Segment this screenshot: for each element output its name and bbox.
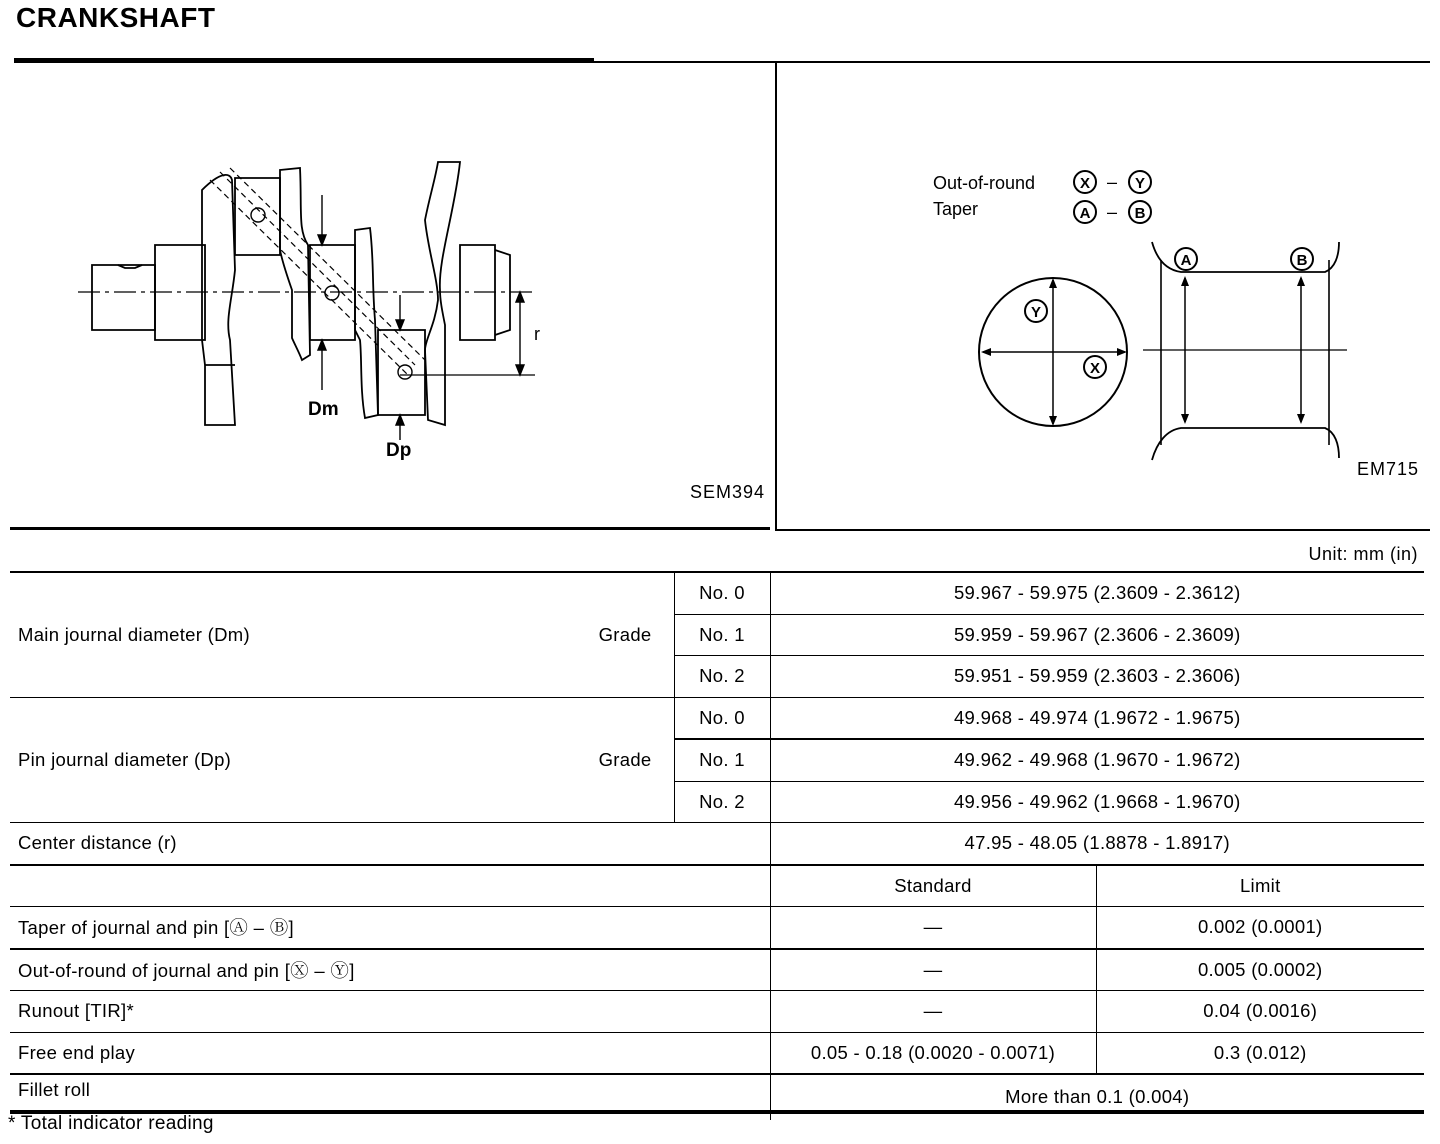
main-no-0: No. 0 — [674, 572, 770, 614]
center-distance-label: Center distance (r) — [10, 823, 770, 865]
taper-limit: 0.002 (0.0001) — [1096, 907, 1424, 949]
crankshaft-figure — [70, 150, 550, 470]
center-distance-value: 47.95 - 48.05 (1.8878 - 1.8917) — [770, 823, 1424, 865]
main-no-1: No. 1 — [674, 614, 770, 656]
table-row — [10, 907, 1424, 949]
figure-bottom-rule-right — [775, 529, 1430, 531]
table-header-row — [10, 865, 1424, 907]
main-value-1: 59.959 - 59.967 (2.3606 - 2.3609) — [770, 614, 1424, 656]
symbol-a: A — [1079, 205, 1091, 222]
pin-no-1: No. 1 — [674, 739, 770, 781]
table-row — [10, 949, 1424, 991]
pin-grade-label: Grade — [578, 697, 674, 823]
runout-label: Runout [TIR]* — [10, 991, 770, 1033]
out-of-round-label: Out-of-round of journal and pin [Ⓧ – Ⓨ] — [10, 949, 770, 991]
dm-label: Dm — [308, 399, 339, 420]
pin-value-1: 49.962 - 49.968 (1.9670 - 1.9672) — [770, 739, 1424, 781]
free-end-play-standard: 0.05 - 0.18 (0.0020 - 0.0071) — [770, 1032, 1096, 1074]
free-end-play-label: Free end play — [10, 1032, 770, 1074]
cross-section — [979, 278, 1127, 426]
main-value-0: 59.967 - 59.975 (2.3609 - 2.3612) — [770, 572, 1424, 614]
fillet-roll-value: More than 0.1 (0.004) — [770, 1074, 1424, 1120]
crankshaft-drawing — [70, 150, 550, 470]
symbol-y: Y — [1134, 175, 1146, 192]
limit-header: Limit — [1096, 865, 1424, 907]
standard-header: Standard — [770, 865, 1096, 907]
figure-code-left: SEM394 — [690, 482, 766, 502]
journal-side-view — [1143, 242, 1347, 460]
r-label: r — [534, 324, 540, 344]
taper-label: Taper of journal and pin [Ⓐ – Ⓑ] — [10, 907, 770, 949]
figure-code-right: EM715 — [1357, 459, 1420, 479]
table-row — [10, 1032, 1424, 1074]
pin-journal-label: Pin journal diameter (Dp) — [10, 697, 578, 823]
table-bottom-rule — [10, 1110, 1424, 1114]
main-no-2: No. 2 — [674, 656, 770, 698]
cross-y: Y — [1030, 304, 1042, 321]
symbol-dash: – — [1106, 172, 1118, 192]
out-of-round-limit: 0.005 (0.0002) — [1096, 949, 1424, 991]
symbol-b: B — [1134, 205, 1146, 222]
table-row — [10, 697, 1424, 739]
main-value-2: 59.951 - 59.959 (2.3603 - 2.3606) — [770, 656, 1424, 698]
side-a: A — [1180, 252, 1192, 269]
main-journal-label: Main journal diameter (Dm) — [10, 572, 578, 697]
spec-table — [10, 571, 1424, 1120]
runout-standard: — — [770, 991, 1096, 1033]
table-row — [10, 572, 1424, 614]
side-b: B — [1296, 252, 1308, 269]
pin-no-2: No. 2 — [674, 781, 770, 823]
cross-x: X — [1089, 360, 1101, 377]
symbol-x: X — [1079, 175, 1091, 192]
out-of-round-standard: — — [770, 949, 1096, 991]
footnote: * Total indicator reading — [8, 1113, 214, 1134]
unit-label: Unit: mm (in) — [1308, 544, 1418, 564]
pin-no-0: No. 0 — [674, 697, 770, 739]
page-title: CRANKSHAFT — [16, 2, 216, 33]
dp-label: Dp — [386, 440, 412, 461]
legend-taper: Taper — [933, 199, 979, 219]
figure-bottom-rule — [10, 527, 770, 530]
measurement-drawing — [925, 160, 1365, 465]
pin-value-0: 49.968 - 49.974 (1.9672 - 1.9675) — [770, 697, 1424, 739]
title-rule — [14, 58, 594, 63]
measurement-figure — [925, 160, 1365, 465]
title-rule-thin — [594, 61, 1430, 63]
main-grade-label: Grade — [578, 572, 674, 697]
fillet-roll-label: Fillet roll — [10, 1074, 770, 1120]
legend-out-of-round: Out-of-round — [933, 173, 1036, 193]
free-end-play-limit: 0.3 (0.012) — [1096, 1032, 1424, 1074]
runout-limit: 0.04 (0.0016) — [1096, 991, 1424, 1033]
legend-symbols — [1074, 171, 1151, 223]
figure-divider — [775, 63, 777, 530]
table-row — [10, 823, 1424, 865]
taper-standard: — — [770, 907, 1096, 949]
table-row — [10, 991, 1424, 1033]
pin-value-2: 49.956 - 49.962 (1.9668 - 1.9670) — [770, 781, 1424, 823]
symbol-dash-2: – — [1106, 202, 1118, 222]
